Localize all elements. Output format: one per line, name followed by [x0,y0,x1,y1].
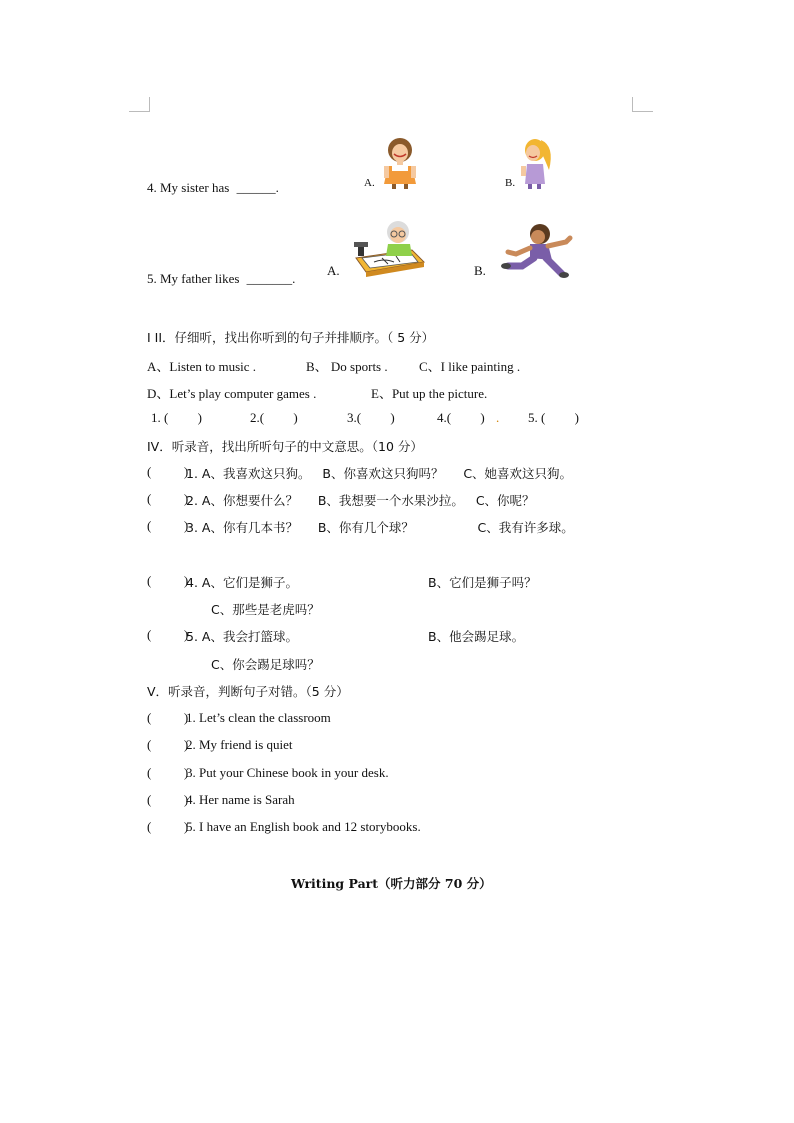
section-4-item-4-c: C、那些是老虎吗？ [211,602,320,617]
question-5-blank: _______. [246,271,296,286]
section-4-item-2-paren[interactable]: ( ) [147,491,189,506]
grandpa-painting-picture [352,218,428,278]
section-5-item-4: 4. Her name is Sarah [186,792,295,807]
section-5-item-2: 2. My friend is quiet [186,737,293,752]
section-5-item-4-paren[interactable]: ( ) [147,792,189,807]
girl-dress-picture [378,136,422,190]
section-4-item-4-b: B、它们是狮子吗？ [428,575,537,590]
section-4-item-5-b: B、他会踢足球。 [428,629,525,644]
section-4-item-4-paren[interactable]: ( ) [147,573,189,588]
writing-part-title: Writing Part（听力部分 70 分） [291,876,492,891]
question-5-text: 5. My father likes [147,271,240,286]
section-4-item-2: 2. A、你想要什么？ B、我想要一个水果沙拉。 C、你呢？ [186,493,535,508]
section-3-title: I II．仔细听，找出你听到的句子并排顺序。（ 5 分） [147,330,435,345]
section-3-option-d: D、Let’s play computer games . [147,386,317,401]
boy-running-picture [500,222,580,278]
section-3-stray-dot: . [496,410,500,425]
section-4-item-1: 1. A、我喜欢这只狗。 B、你喜欢这只狗吗？ C、她喜欢这只狗。 [186,466,573,481]
page-corner-left-mark [129,97,150,112]
question-4-text: 4. My sister has [147,180,230,195]
section-3-option-a: A、Listen to music . [147,359,257,374]
section-5-item-1-paren[interactable]: ( ) [147,710,189,725]
question-4-option-a-label: A. [364,177,375,189]
section-5-item-2-paren[interactable]: ( ) [147,737,189,752]
section-3-option-b: B、 Do sports . [306,359,388,374]
section-4-item-3: 3. A、你有几本书？ B、你有几个球？ C、我有许多球。 [186,520,574,535]
section-5-item-3-paren[interactable]: ( ) [147,765,189,780]
section-3-answer-2[interactable]: 2.( ) [250,410,298,425]
section-4-item-5-a: 5. A、我会打篮球。 [186,629,298,644]
section-4-item-1-paren[interactable]: ( ) [147,464,189,479]
section-3-answer-1[interactable]: 1. ( ) [151,410,202,425]
section-4-item-5-c: C、你会踢足球吗？ [211,657,320,672]
section-5-title: V．听录音，判断句子对错。（5 分） [147,684,349,699]
girl-ponytail-picture [515,136,559,190]
section-4-title: IV．听录音，找出所听句子的中文意思。（10 分） [147,439,423,454]
section-4-item-5-paren[interactable]: ( ) [147,627,189,642]
page-corner-right-mark [632,97,653,112]
section-5-item-5-paren[interactable]: ( ) [147,819,189,834]
section-3-answer-4[interactable]: 4.( ) [437,410,485,425]
section-5-item-5: 5. I have an English book and 12 storybooks. [186,819,421,834]
question-5-option-b-label: B. [474,263,486,278]
section-3-answer-5[interactable]: 5. ( ) [528,410,579,425]
question-4 [147,180,279,196]
section-3-answer-3[interactable]: 3.( ) [347,410,395,425]
question-5-option-a-label: A. [327,263,340,278]
section-3-option-e: E、Put up the picture. [371,386,488,401]
section-4-item-3-paren[interactable]: ( ) [147,518,189,533]
question-4-option-b-label: B. [505,177,516,189]
section-4-item-4-a: 4. A、它们是狮子。 [186,575,298,590]
section-5-item-1: 1. Let’s clean the classroom [186,710,331,725]
question-4-blank: ______. [236,180,279,195]
section-3-option-c: C、I like painting . [419,359,521,374]
question-5 [147,271,295,287]
section-5-item-3: 3. Put your Chinese book in your desk. [186,765,389,780]
